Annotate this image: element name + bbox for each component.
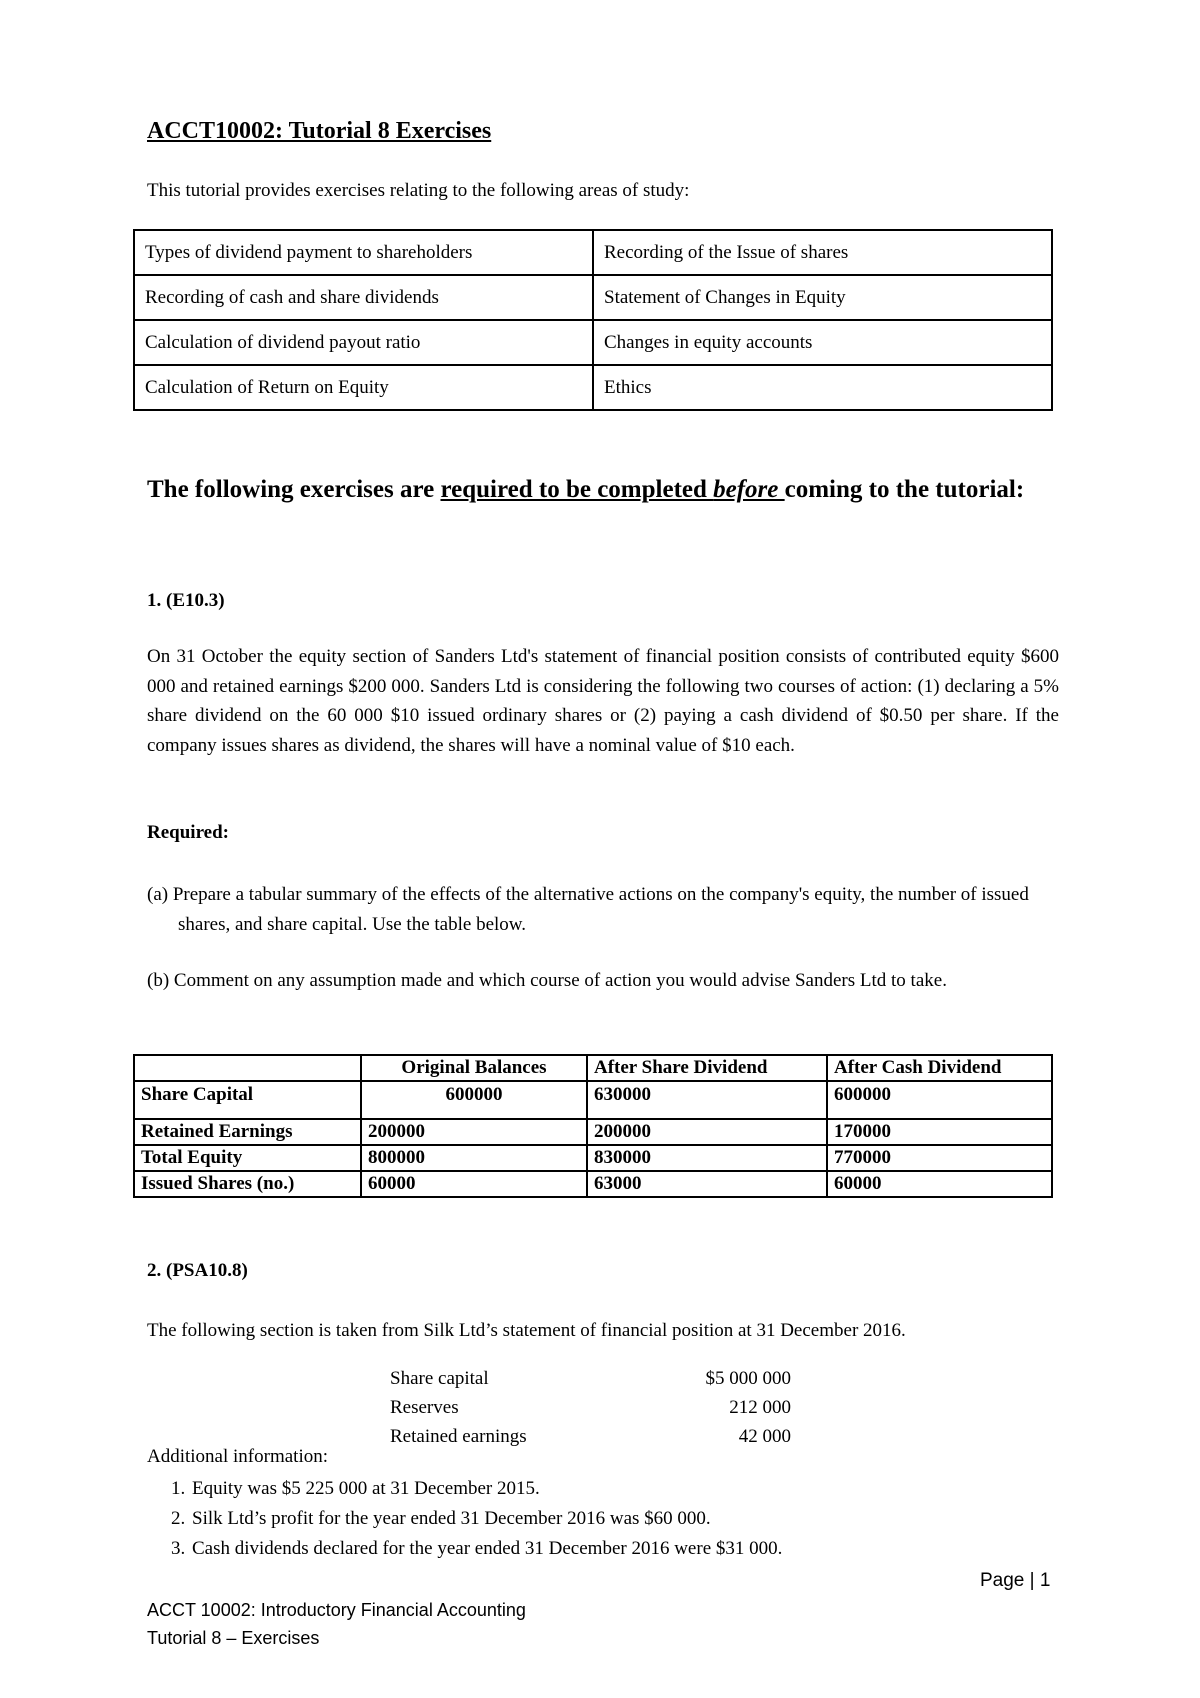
question-1-body: On 31 October the equity section of Sanders Ltd's statement of financial position consists of contributed equity $600 000 and retained earnings $200 000. Sanders Ltd is considering the following two courses of action: (1) declaring a 5% share dividend on the 60 000 $10 issued ordinary shares or (2) paying a cash dividend of $0.50 per share. If the company issues shares as dividend, the shares will have a nominal value of $10 each. — [147, 646, 1059, 756]
table-header-cell: Original Balances — [361, 1055, 587, 1081]
list-number: 3. — [171, 1538, 186, 1559]
table-header-row — [134, 1055, 1052, 1081]
table-cell: 60000 — [827, 1171, 1052, 1197]
table-cell: Ethics — [593, 365, 1052, 410]
list-number: 1. — [171, 1478, 186, 1499]
dividend-effects-table — [133, 1054, 1053, 1198]
required-label: Required: — [147, 822, 229, 843]
table-header-cell: After Cash Dividend — [827, 1055, 1052, 1081]
footer-tutorial: Tutorial 8 – Exercises — [147, 1628, 320, 1648]
list-text: Silk Ltd’s profit for the year ended 31 December 2016 was $60 000. — [192, 1508, 711, 1529]
table-cell: 60000 — [361, 1171, 587, 1197]
table-cell: Types of dividend payment to shareholders — [134, 230, 593, 275]
section-heading — [147, 472, 1057, 507]
list-item — [171, 1474, 782, 1504]
heading-emphasis-text: before — [713, 476, 785, 503]
figure-label: Retained earnings — [390, 1425, 527, 1447]
heading-text-end: coming to the tutorial: — [784, 476, 1025, 503]
figure-label: Share capital — [390, 1367, 489, 1389]
table-cell: 830000 — [587, 1145, 827, 1171]
table-cell: 200000 — [587, 1119, 827, 1145]
table-header-cell — [134, 1055, 361, 1081]
question-1-part-a: (a) Prepare a tabular summary of the effects of the alternative actions on the company's equity, the number of issued shares, and share capital. Use the table below. — [147, 884, 1029, 935]
page-number: Page | 1 — [980, 1570, 1051, 1591]
table-cell: Statement of Changes in Equity — [593, 275, 1052, 320]
list-item — [390, 1364, 791, 1393]
table-row — [134, 230, 1052, 275]
list-item — [171, 1504, 782, 1534]
heading-text: The following exercises are — [147, 476, 441, 503]
table-cell: Recording of the Issue of shares — [593, 230, 1052, 275]
table-cell: Retained Earnings — [134, 1119, 361, 1145]
table-cell: Issued Shares (no.) — [134, 1171, 361, 1197]
intro-text: This tutorial provides exercises relating to the following areas of study: — [147, 180, 690, 201]
additional-info-list — [171, 1474, 782, 1564]
table-cell: Calculation of Return on Equity — [134, 365, 593, 410]
list-number: 2. — [171, 1508, 186, 1529]
question-1-number: 1. (E10.3) — [147, 590, 225, 611]
study-areas-table — [133, 229, 1053, 411]
table-cell: 600000 — [361, 1081, 587, 1119]
list-text: Equity was $5 225 000 at 31 December 2015. — [192, 1478, 540, 1499]
footer-course: ACCT 10002: Introductory Financial Accounting — [147, 1600, 526, 1620]
additional-info-label: Additional information: — [147, 1446, 329, 1467]
equity-figures — [390, 1364, 791, 1451]
table-cell: Recording of cash and share dividends — [134, 275, 593, 320]
table-row — [134, 1171, 1052, 1197]
table-row — [134, 320, 1052, 365]
table-cell: 63000 — [587, 1171, 827, 1197]
table-row — [134, 1119, 1052, 1145]
table-cell: 600000 — [827, 1081, 1052, 1119]
question-1-part-b: (b) Comment on any assumption made and which course of action you would advise Sanders Ltd to take. — [147, 970, 947, 991]
list-item — [171, 1534, 782, 1564]
table-cell: Share Capital — [134, 1081, 361, 1119]
table-header-cell: After Share Dividend — [587, 1055, 827, 1081]
list-item — [390, 1393, 791, 1422]
document-title: ACCT10002: Tutorial 8 Exercises — [147, 118, 492, 144]
figure-value: 212 000 — [729, 1396, 791, 1418]
figure-label: Reserves — [390, 1396, 459, 1418]
table-cell: 770000 — [827, 1145, 1052, 1171]
figure-value: $5 000 000 — [705, 1367, 791, 1389]
table-cell: Changes in equity accounts — [593, 320, 1052, 365]
table-cell: Calculation of dividend payout ratio — [134, 320, 593, 365]
heading-underlined-text: required to be completed — [440, 476, 714, 503]
table-row — [134, 275, 1052, 320]
table-row — [134, 1081, 1052, 1119]
table-row — [134, 1145, 1052, 1171]
table-cell: 200000 — [361, 1119, 587, 1145]
table-row — [134, 365, 1052, 410]
table-cell: Total Equity — [134, 1145, 361, 1171]
list-text: Cash dividends declared for the year ended 31 December 2016 were $31 000. — [192, 1538, 783, 1559]
table-cell: 800000 — [361, 1145, 587, 1171]
table-cell: 170000 — [827, 1119, 1052, 1145]
question-2-number: 2. (PSA10.8) — [147, 1260, 248, 1281]
list-item — [390, 1422, 791, 1451]
table-cell: 630000 — [587, 1081, 827, 1119]
figure-value: 42 000 — [738, 1425, 791, 1447]
question-2-body: The following section is taken from Silk Ltd’s statement of financial position at 31 December 2016. — [147, 1320, 906, 1341]
